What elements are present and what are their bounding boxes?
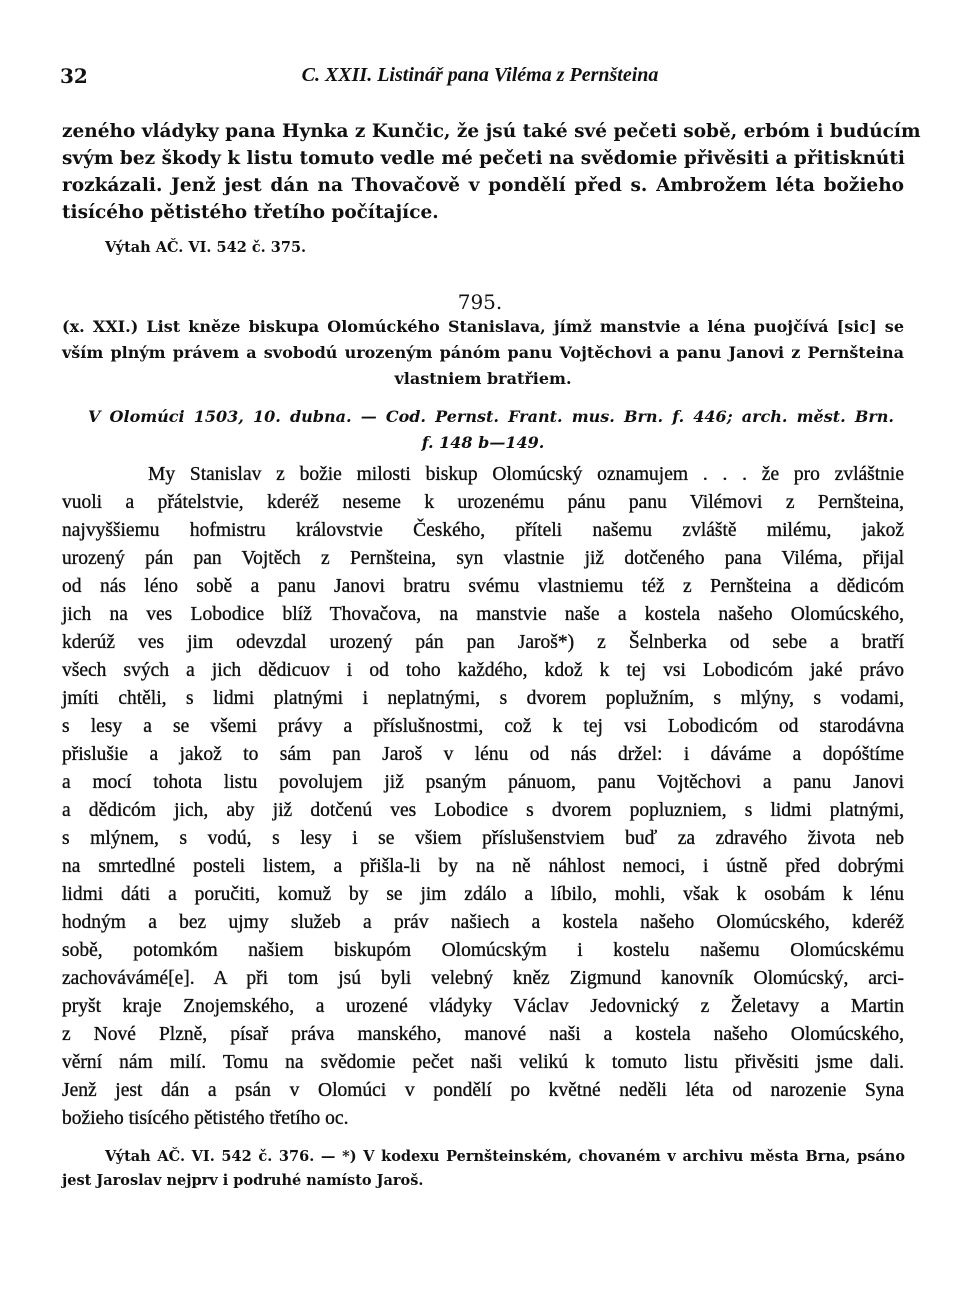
text-line: s lesy a se všemi právy a příslušnostmi, což k tej vsi Lobodicóm od starodávna bbox=[62, 716, 904, 737]
text-line: Jenž jest dán a psán v Olomúci v pondělí po květné neděli léta od narozenie Syna bbox=[62, 1080, 904, 1101]
text-line: pryšt kraje Znojemského, a urozené vládyky Václav Jedovnický z Želetavy a Martin bbox=[62, 996, 904, 1017]
text-line: věrní nám milí. Tomu na svědomie pečet naši velikú k tomuto listu přivěsiti jsme dali. bbox=[62, 1052, 904, 1073]
running-title: C. XXII. Listinář pana Viléma z Pernšteina bbox=[301, 64, 659, 86]
text-line: sobě, potomkóm našiem biskupóm Olomúcským i kostelu našemu Olomúcskému bbox=[62, 940, 904, 961]
text-line: a mocí tohota listu povolujem již psaným pánuom, panu Vojtěchovi a panu Janovi bbox=[62, 772, 904, 793]
prev-text-line: zeného vládyky pana Hynka z Kunčic, že jsú také své pečeti sobě, erbóm i budúcím bbox=[62, 121, 921, 142]
footnote-line: jest Jaroslav nejprv i podruhé namísto Jaroš. bbox=[62, 1172, 424, 1189]
text-line: jich na ves Lobodice blíž Thovačova, na manstvie naše a kostela našeho Olomúcského, bbox=[62, 604, 904, 625]
text-line: hodným a bez ujmy služeb a práv našiech a kostela našeho Olomúcského, kderéž bbox=[62, 912, 904, 933]
page-number: 32 bbox=[60, 64, 88, 88]
text-line: božieho tisícého pětistého třetího oc. bbox=[62, 1108, 349, 1129]
dating-line: V Olomúci 1503, 10. dubna. — Cod. Pernst. Frant. mus. Brn. f. 446; arch. měst. Brn. bbox=[88, 407, 894, 426]
footnote-line: Výtah AČ. VI. 542 č. 376. — *) V kodexu Pernšteinském, chovaném v archivu města Brna, psáno bbox=[105, 1148, 905, 1165]
prev-text-line: tisícého pětistého třetího počítajíce. bbox=[62, 202, 439, 223]
regest-line: (x. XXI.) List kněze biskupa Olomúckého Stanislava, jímž manstvie a léna puojčívá [sic] se bbox=[62, 317, 904, 336]
regest-line: vlastniem bratřiem. bbox=[394, 369, 572, 388]
text-line: s mlýnem, s vodú, s lesy i se všiem příslušenstviem buď za zdravého života neb bbox=[62, 828, 904, 849]
text-line: zachovávámé[e]. A při tom jsú byli velebný kněz Zigmund kanovník Olomúcský, arci- bbox=[62, 968, 904, 989]
text-line: najvyššiemu hofmistru královstvie Českého, příteli našemu zvláště milému, jakož bbox=[62, 520, 904, 541]
regest-line: vším plným právem a svobodú urozeným pánóm panu Vojtěchovi a panu Janovi z Pernšteina bbox=[62, 343, 904, 362]
text-line: od nás léno sobě a panu Janovi bratru svému vlastniemu též z Pernšteina a dědicóm bbox=[62, 576, 904, 597]
prev-source-note: Výtah AČ. VI. 542 č. 375. bbox=[105, 239, 307, 256]
prev-text-line: rozkázali. Jenž jest dán na Thovačově v pondělí před s. Ambrožem léta božieho bbox=[62, 175, 904, 196]
text-line: My Stanislav z božie milosti biskup Olomúcský oznamujem . . . že pro zvláštnie bbox=[148, 464, 904, 485]
text-line: z Nové Plzně, písař práva manského, manové naši a kostela našeho Olomúcského, bbox=[62, 1024, 904, 1045]
text-line: urozený pán pan Vojtěch z Pernšteina, syn vlastnie již dotčeného pana Viléma, přijal bbox=[62, 548, 904, 569]
text-line: jmíti chtěli, s lidmi platnými i neplatnými, s dvorem poplužním, s mlýny, s vodami, bbox=[62, 688, 904, 709]
text-line: kderúž ves jim odevzdal urozený pán pan Jaroš*) z Šelnberka od sebe a bratří bbox=[62, 632, 904, 653]
text-line: přislušie a jakož to sám pan Jaroš v lénu od nás držel: i dáváme a dopóštíme bbox=[62, 744, 904, 765]
text-line: a dědicóm jich, aby již dotčenú ves Lobodice s dvorem popluzniem, s lidmi platnými, bbox=[62, 800, 904, 821]
text-line: lidmi dáti a poručiti, komuž by se jim zdálo a líbilo, mohli, však k osobám k lénu bbox=[62, 884, 904, 905]
text-line: vuoli a přátelstvie, kderéž neseme k urozenému pánu panu Vilémovi z Pernšteina, bbox=[62, 492, 904, 513]
dating-line: f. 148 b—149. bbox=[421, 433, 545, 452]
document-number: 795. bbox=[457, 290, 503, 314]
text-line: na smrtedlné posteli listem, a přišla-li by na ně náhlost nemoci, i ústně před dobrými bbox=[62, 856, 904, 877]
page-header bbox=[0, 64, 960, 94]
text-line: všech svých a jich dědicuov i od toho každého, kdož k tej vsi Lobodicóm jaké právo bbox=[62, 660, 904, 681]
prev-text-line: svým bez škody k listu tomuto vedle mé pečeti na svědomie přivěsiti a přitisknúti bbox=[62, 148, 905, 169]
